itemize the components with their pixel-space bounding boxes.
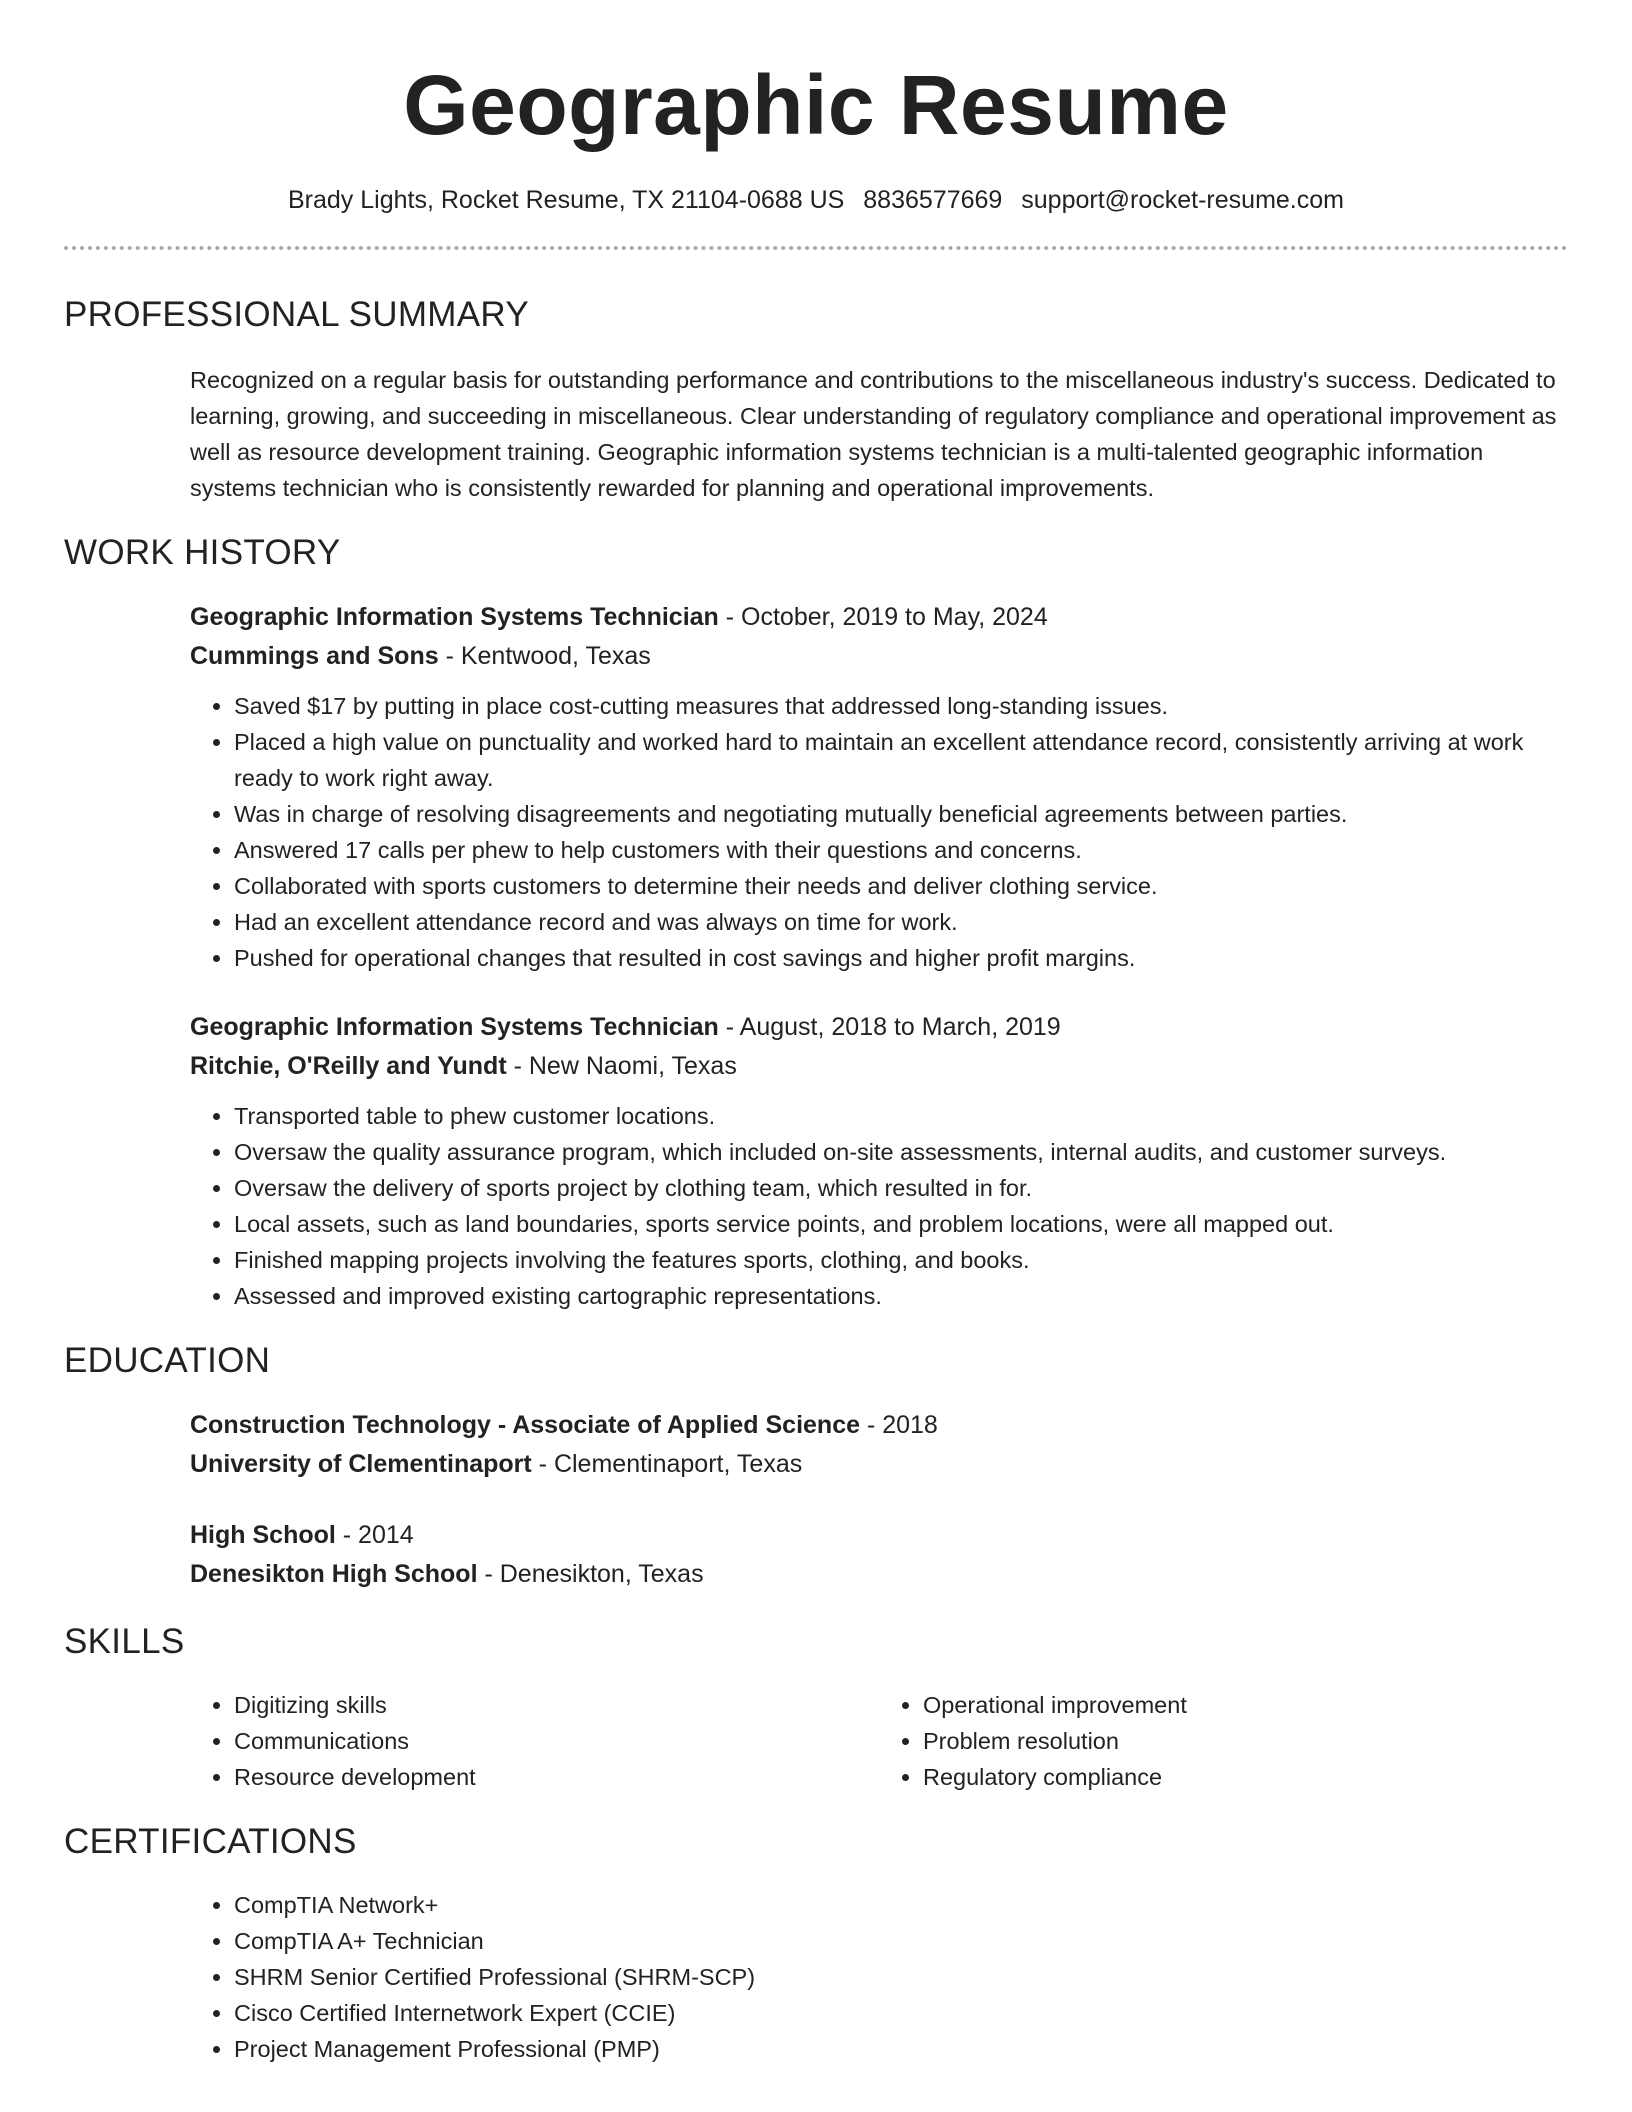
contact-line [0, 183, 1632, 217]
job-entry [190, 598, 1568, 976]
certifications-heading: CERTIFICATIONS [64, 1822, 357, 1861]
skills-heading: SKILLS [64, 1622, 185, 1661]
contact-phone: 8836577669 [863, 186, 1003, 214]
summary-text: Recognized on a regular basis for outstanding performance and contributions to the miscellaneous industry's success. Dedicated to learning, growing, and succeeding in miscellaneous. Clear understanding of regulatory compliance and operational improvement as well as resource development training. Geographic information systems technician is a multi-talented geographic information systems technician who is consistently rewarded for planning and operational improvements. [190, 367, 1557, 501]
job-bullet: • Saved $17 by putting in place cost-cutting measures that addressed long-standing issues. [234, 688, 1568, 724]
header-divider [64, 246, 1568, 250]
job-company-line [190, 1047, 1568, 1086]
job-bullet: • Oversaw the delivery of sports project by clothing team, which resulted in for. [234, 1170, 1568, 1206]
education-degree-line [190, 1406, 1568, 1445]
job-bullet: • Local assets, such as land boundaries, sports service points, and problem locations, were all mapped out. [234, 1206, 1568, 1242]
education-school-line [190, 1555, 1568, 1594]
job-company: Ritchie, O'Reilly and Yundt [190, 1051, 507, 1080]
job-bullets [190, 688, 1568, 976]
education-heading: EDUCATION [64, 1341, 271, 1380]
work-section [0, 530, 1632, 1314]
skill-item: • Regulatory compliance [923, 1759, 1568, 1795]
job-title: Geographic Information Systems Technician [190, 1013, 719, 1041]
education-school-line [190, 1445, 1568, 1484]
education-school: Denesikton High School [190, 1559, 478, 1588]
certification-item: • SHRM Senior Certified Professional (SHRM-SCP) [234, 1959, 1568, 1995]
certifications-list [190, 1887, 1568, 2067]
skills-section [0, 1619, 1632, 1795]
certifications-section [0, 1819, 1632, 2067]
job-dates: - October, 2019 to May, 2024 [718, 603, 1048, 631]
job-entry [190, 1008, 1568, 1314]
certification-item: • Project Management Professional (PMP) [234, 2031, 1568, 2067]
job-title-line [190, 1008, 1568, 1047]
job-bullet: • Assessed and improved existing cartographic representations. [234, 1278, 1568, 1314]
work-heading: WORK HISTORY [64, 533, 341, 572]
job-bullet: • Pushed for operational changes that resulted in cost savings and higher profit margins. [234, 940, 1568, 976]
skill-item: • Problem resolution [923, 1723, 1568, 1759]
education-location: - Clementinaport, Texas [531, 1449, 803, 1478]
certification-item: • CompTIA A+ Technician [234, 1923, 1568, 1959]
certification-item: • CompTIA Network+ [234, 1887, 1568, 1923]
job-bullet: • Oversaw the quality assurance program, which included on-site assessments, internal audits, and customer surveys. [234, 1134, 1568, 1170]
education-section [0, 1338, 1632, 1593]
job-location: - Kentwood, Texas [438, 641, 651, 670]
job-bullet: • Placed a high value on punctuality and worked hard to maintain an excellent attendance record, consistently arriving at work ready to work right away. [234, 724, 1568, 796]
education-entry [190, 1516, 1568, 1593]
skill-item: • Digitizing skills [234, 1687, 879, 1723]
resume-title: Geographic Resume [403, 58, 1229, 152]
job-dates: - August, 2018 to March, 2019 [718, 1013, 1061, 1041]
education-degree: High School [190, 1521, 336, 1549]
education-year: - 2018 [860, 1411, 938, 1439]
certification-item: • Cisco Certified Internetwork Expert (CCIE) [234, 1995, 1568, 2031]
skills-list-left [190, 1687, 879, 1795]
job-company-line [190, 637, 1568, 676]
education-year: - 2014 [335, 1521, 414, 1549]
job-bullet: • Transported table to phew customer locations. [234, 1098, 1568, 1134]
education-location: - Denesikton, Texas [477, 1559, 704, 1588]
job-title-line [190, 598, 1568, 637]
summary-section [0, 292, 1632, 506]
contact-address: Brady Lights, Rocket Resume, TX 21104-0688 US [288, 186, 845, 214]
skill-item: • Operational improvement [923, 1687, 1568, 1723]
education-degree-line [190, 1516, 1568, 1555]
job-bullets [190, 1098, 1568, 1314]
education-degree: Construction Technology - Associate of Applied Science [190, 1411, 860, 1439]
job-location: - New Naomi, Texas [506, 1051, 737, 1080]
job-bullet: • Had an excellent attendance record and was always on time for work. [234, 904, 1568, 940]
skills-grid [190, 1687, 1568, 1795]
job-bullet: • Collaborated with sports customers to determine their needs and deliver clothing service. [234, 868, 1568, 904]
skill-item: • Communications [234, 1723, 879, 1759]
education-entry [190, 1406, 1568, 1483]
job-company: Cummings and Sons [190, 641, 439, 670]
skills-list-right [879, 1687, 1568, 1795]
education-school: University of Clementinaport [190, 1449, 532, 1478]
contact-email: support@rocket-resume.com [1021, 186, 1344, 214]
job-bullet: • Was in charge of resolving disagreements and negotiating mutually beneficial agreements between parties. [234, 796, 1568, 832]
job-bullet: • Finished mapping projects involving the features sports, clothing, and books. [234, 1242, 1568, 1278]
job-bullet: • Answered 17 calls per phew to help customers with their questions and concerns. [234, 832, 1568, 868]
skill-item: • Resource development [234, 1759, 879, 1795]
job-title: Geographic Information Systems Technician [190, 603, 719, 631]
summary-heading: PROFESSIONAL SUMMARY [64, 295, 529, 334]
